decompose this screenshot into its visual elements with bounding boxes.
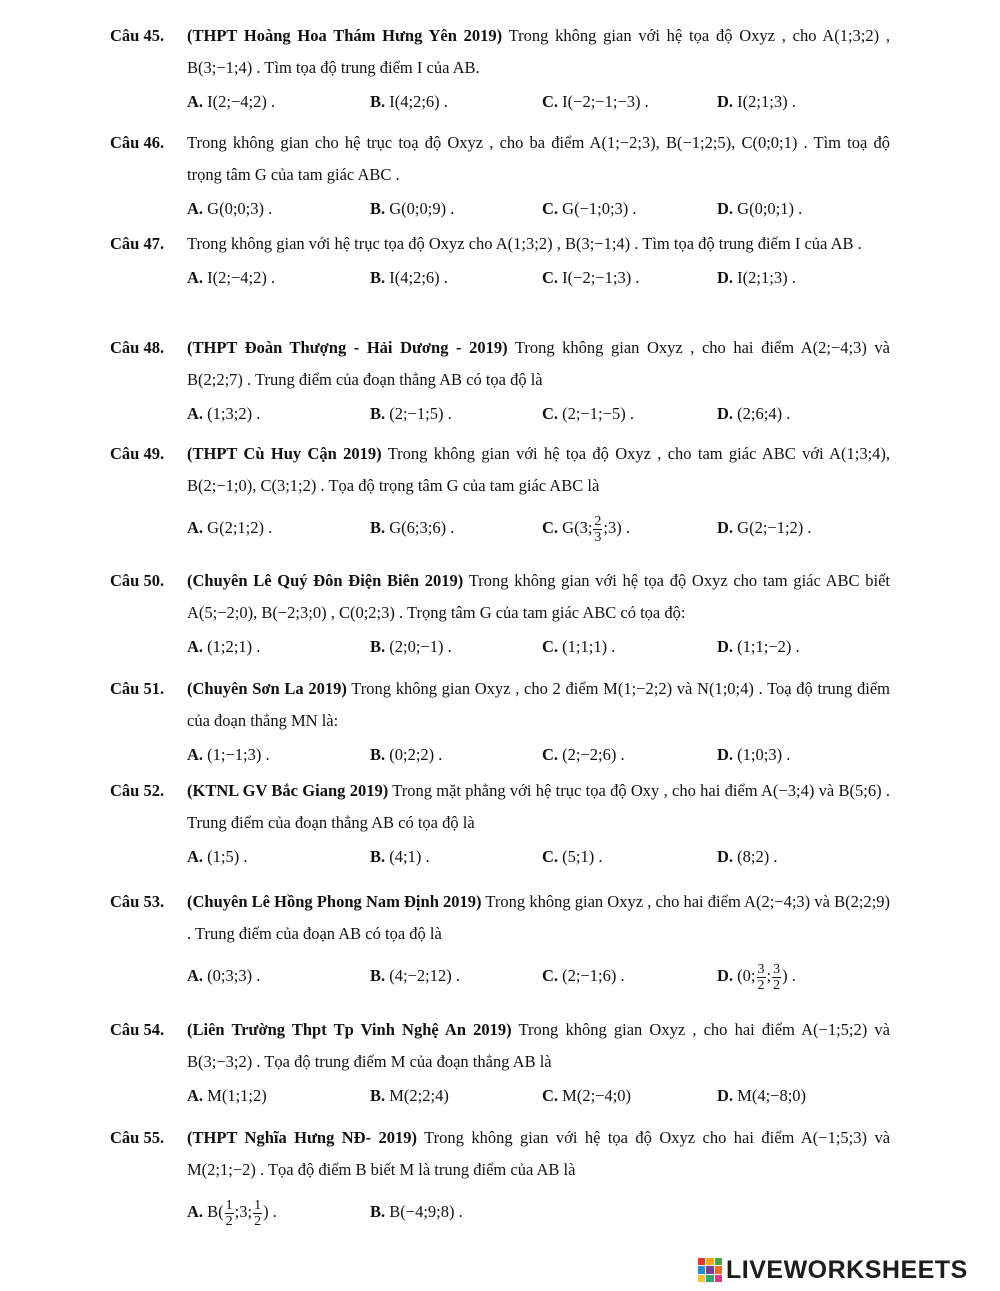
option-label: C. (542, 1086, 559, 1105)
option-label: D. (717, 268, 734, 287)
option-value: M(2;2;4) (389, 1086, 449, 1105)
option-value: (2;6;4) . (737, 404, 791, 423)
option-label: C. (542, 847, 559, 866)
option-d[interactable] (717, 839, 778, 875)
fraction-denominator: 2 (773, 977, 781, 993)
logo-tile (715, 1275, 722, 1282)
question-53 (110, 886, 890, 1002)
option-b[interactable] (370, 191, 454, 227)
option-label: C. (542, 637, 559, 656)
option-value: (1;1;1) . (562, 637, 616, 656)
option-a[interactable] (187, 1078, 267, 1114)
option-value: M(1;1;2) (207, 1086, 267, 1105)
option-label: B. (370, 518, 386, 537)
option-b[interactable] (370, 396, 452, 432)
option-label: A. (187, 847, 204, 866)
option-label: D. (717, 745, 734, 764)
option-value-end: ;3) . (603, 518, 631, 537)
question-text: Trong không gian Oxyz , cho hai điểm A(−1;5;2) và B(3;−3;2) . Tọa độ trung điểm M của đoạn thẳng AB là (187, 1020, 890, 1071)
option-label: D. (717, 847, 734, 866)
question-47 (110, 228, 890, 296)
option-c[interactable] (542, 260, 639, 296)
question-45 (110, 20, 890, 120)
option-label: C. (542, 199, 559, 218)
option-value: I(−2;−1;−3) . (562, 92, 649, 111)
option-value: M(2;−4;0) (562, 1086, 632, 1105)
option-value: I(2;−4;2) . (207, 268, 276, 287)
option-value: (1;−1;3) . (207, 745, 270, 764)
option-value: M(4;−8;0) (737, 1086, 807, 1105)
option-label: D. (717, 637, 734, 656)
question-number: Câu 54. (110, 1020, 165, 1039)
option-label: D. (717, 199, 734, 218)
question-number: Câu 50. (110, 571, 165, 590)
option-value: (1;3;2) . (207, 404, 261, 423)
option-d[interactable] (717, 396, 790, 432)
question-number: Câu 53. (110, 892, 165, 911)
option-c[interactable] (542, 502, 630, 554)
option-value: G(−1;0;3) . (562, 199, 637, 218)
question-text: Trong mặt phẳng với hệ trục tọa độ Oxy , cho hai điểm A(−3;4) và B(5;6) . Trung điểm của đoạn thẳng AB có tọa độ là (187, 781, 890, 832)
question-text: Trong không gian Oxyz , cho 2 điểm M(1;−2;2) và N(1;0;4) . Toạ độ trung điểm của đoạn thẳng MN là: (187, 679, 890, 730)
option-value: I(2;1;3) . (737, 268, 796, 287)
option-label: B. (370, 637, 386, 656)
question-50 (110, 565, 890, 665)
option-value: (4;1) . (389, 847, 430, 866)
option-label: B. (370, 966, 386, 985)
question-52 (110, 775, 890, 875)
option-label: C. (542, 268, 559, 287)
option-label: A. (187, 966, 204, 985)
option-label: B. (370, 745, 386, 764)
option-value: (4;−2;12) . (389, 966, 460, 985)
option-value: B(−4;9;8) . (389, 1202, 463, 1221)
option-a[interactable] (187, 629, 260, 665)
option-value: G(3; (562, 518, 593, 537)
question-number: Câu 47. (110, 234, 165, 253)
option-value: I(2;−4;2) . (207, 92, 276, 111)
fraction-denominator: 2 (254, 1213, 262, 1229)
option-d[interactable] (717, 84, 796, 120)
question-text: Trong không gian với hệ trục tọa độ Oxyz cho A(1;3;2) , B(3;−1;4) . Tìm tọa độ trung điểm I của AB . (187, 234, 862, 253)
question-source: (THPT Đoàn Thượng - Hải Dương - 2019) (187, 338, 508, 357)
option-d[interactable] (717, 1078, 806, 1114)
option-label: D. (717, 518, 734, 537)
option-c[interactable] (542, 191, 637, 227)
option-d[interactable] (717, 191, 802, 227)
question-text: Trong không gian Oxyz , cho hai điểm A(2;−4;3) và B(2;2;7) . Trung điểm của đoạn thẳng AB có tọa độ là (187, 338, 891, 389)
question-number: Câu 55. (110, 1128, 165, 1147)
question-number: Câu 45. (110, 26, 165, 45)
question-source: (Liên Trường Thpt Tp Vinh Nghệ An 2019) (187, 1020, 512, 1039)
question-source: (KTNL GV Bắc Giang 2019) (187, 781, 389, 800)
option-c[interactable] (542, 737, 625, 773)
option-b[interactable] (370, 737, 442, 773)
option-label: C. (542, 518, 559, 537)
option-label: D. (717, 966, 734, 985)
logo-tile (715, 1266, 722, 1273)
option-label: D. (717, 92, 734, 111)
fraction-numerator: 1 (254, 1197, 262, 1213)
option-value: I(4;2;6) . (389, 268, 448, 287)
fraction-denominator: 2 (225, 1213, 233, 1229)
option-value: (2;0;−1) . (389, 637, 452, 656)
fraction (253, 1198, 262, 1229)
option-a[interactable] (187, 260, 275, 296)
option-c[interactable] (542, 396, 634, 432)
fraction (593, 514, 602, 545)
option-c[interactable] (542, 839, 603, 875)
question-text: Trong không gian với hệ tọa độ Oxyz cho tam giác ABC biết A(5;−2;0), B(−2;3;0) , C(0;2;3) . Trọng tâm G của tam giác ABC có tọa độ: (187, 571, 891, 622)
question-46 (110, 127, 890, 227)
question-text: Trong không gian với hệ tọa độ Oxyz , cho tam giác ABC với A(1;3;4), B(2;−1;0), C(3;1;2) . Tọa độ trọng tâm G của tam giác ABC là (187, 444, 891, 495)
fraction-numerator: 2 (594, 513, 602, 529)
option-b[interactable] (370, 260, 448, 296)
option-label: A. (187, 1202, 204, 1221)
option-a[interactable] (187, 1186, 277, 1238)
option-label: C. (542, 404, 559, 423)
option-label: A. (187, 268, 204, 287)
logo-tile (698, 1258, 705, 1265)
option-label: D. (717, 1086, 734, 1105)
fraction (757, 962, 766, 993)
question-48 (110, 332, 890, 432)
option-d[interactable] (717, 502, 812, 554)
option-a[interactable] (187, 84, 275, 120)
option-label: A. (187, 199, 204, 218)
fraction (772, 962, 781, 993)
option-value-end: ) . (782, 966, 796, 985)
option-value: G(6;3;6) . (389, 518, 455, 537)
question-text: Trong không gian Oxyz , cho hai điểm A(2;−4;3) và B(2;2;9) . Trung điểm của đoạn AB có tọa độ là (187, 892, 890, 943)
option-label: A. (187, 518, 204, 537)
liveworksheets-logo-icon (698, 1258, 722, 1282)
option-label: A. (187, 745, 204, 764)
option-d[interactable] (717, 950, 796, 1002)
option-value: (1;0;3) . (737, 745, 791, 764)
fraction-numerator: 3 (773, 961, 781, 977)
logo-tile (706, 1275, 713, 1282)
question-source: (THPT Hoàng Hoa Thám Hưng Yên 2019) (187, 26, 503, 45)
option-label: B. (370, 268, 386, 287)
logo-tile (706, 1258, 713, 1265)
liveworksheets-logo-text: LIVEWORKSHEETS (726, 1255, 968, 1284)
question-source: (Chuyên Lê Quý Đôn Điện Biên 2019) (187, 571, 464, 590)
option-b[interactable] (370, 950, 460, 1002)
question-source: (THPT Cù Huy Cận 2019) (187, 444, 382, 463)
option-value: (1;5) . (207, 847, 248, 866)
option-value: (0;3;3) . (207, 966, 261, 985)
question-source: (THPT Nghĩa Hưng NĐ- 2019) (187, 1128, 418, 1147)
option-d[interactable] (717, 629, 800, 665)
option-a[interactable] (187, 737, 270, 773)
question-number: Câu 52. (110, 781, 165, 800)
option-value: G(0;0;1) . (737, 199, 803, 218)
option-b[interactable] (370, 1078, 449, 1114)
option-label: B. (370, 1202, 386, 1221)
option-c[interactable] (542, 1078, 631, 1114)
option-label: B. (370, 404, 386, 423)
option-label: C. (542, 92, 559, 111)
option-label: A. (187, 92, 204, 111)
option-c[interactable] (542, 950, 625, 1002)
option-label: B. (370, 847, 386, 866)
fraction-numerator: 1 (225, 1197, 233, 1213)
question-number: Câu 46. (110, 133, 165, 152)
fraction-denominator: 2 (757, 977, 765, 993)
question-number: Câu 48. (110, 338, 165, 357)
option-value: (2;−1;5) . (389, 404, 452, 423)
option-a[interactable] (187, 502, 272, 554)
logo-tile (698, 1275, 705, 1282)
option-a[interactable] (187, 191, 272, 227)
option-value: G(2;−1;2) . (737, 518, 812, 537)
option-value: G(0;0;3) . (207, 199, 273, 218)
fraction-numerator: 3 (757, 961, 765, 977)
option-value: G(0;0;9) . (389, 199, 455, 218)
option-value-mid: ; (766, 966, 772, 985)
option-label: A. (187, 637, 204, 656)
option-label: C. (542, 966, 559, 985)
option-value: G(2;1;2) . (207, 518, 273, 537)
option-c[interactable] (542, 84, 649, 120)
option-b[interactable] (370, 84, 448, 120)
option-value: (0; (737, 966, 756, 985)
option-value: I(2;1;3) . (737, 92, 796, 111)
question-54 (110, 1014, 890, 1114)
logo-tile (706, 1266, 713, 1273)
question-49 (110, 438, 890, 554)
question-text: Trong không gian cho hệ trục toạ độ Oxyz , cho ba điểm A(1;−2;3), B(−1;2;5), C(0;0;1) . Tìm toạ độ trọng tâm G của tam giác ABC . (187, 133, 890, 184)
option-label: A. (187, 1086, 204, 1105)
question-text: Trong không gian với hệ tọa độ Oxyz , cho A(1;3;2) , B(3;−1;4) . Tìm tọa độ trung điểm I của AB. (187, 26, 891, 77)
option-value: (8;2) . (737, 847, 778, 866)
question-55 (110, 1122, 890, 1238)
option-d[interactable] (717, 260, 796, 296)
option-d[interactable] (717, 737, 790, 773)
option-value-end: ) . (263, 1202, 277, 1221)
fraction (225, 1198, 234, 1229)
option-b[interactable] (370, 1186, 463, 1238)
option-label: D. (717, 404, 734, 423)
option-a[interactable] (187, 396, 260, 432)
option-value-mid: ;3; (234, 1202, 253, 1221)
option-value: (0;2;2) . (389, 745, 443, 764)
option-c[interactable] (542, 629, 615, 665)
option-b[interactable] (370, 629, 452, 665)
option-label: A. (187, 404, 204, 423)
question-text: Trong không gian với hệ tọa độ Oxyz cho hai điểm A(−1;5;3) và M(2;1;−2) . Tọa độ điểm B biết M là trung điểm của AB là (187, 1128, 891, 1179)
question-source: (Chuyên Sơn La 2019) (187, 679, 347, 698)
question-number: Câu 51. (110, 679, 165, 698)
option-label: B. (370, 1086, 386, 1105)
option-b[interactable] (370, 839, 430, 875)
option-a[interactable] (187, 839, 248, 875)
option-b[interactable] (370, 502, 454, 554)
option-value: I(−2;−1;3) . (562, 268, 640, 287)
option-label: B. (370, 92, 386, 111)
option-value: (2;−2;6) . (562, 745, 625, 764)
question-source: (Chuyên Lê Hồng Phong Nam Định 2019) (187, 892, 482, 911)
option-label: B. (370, 199, 386, 218)
option-value: I(4;2;6) . (389, 92, 448, 111)
option-label: C. (542, 745, 559, 764)
fraction-denominator: 3 (594, 529, 602, 545)
option-a[interactable] (187, 950, 260, 1002)
logo-tile (715, 1258, 722, 1265)
option-value: B( (207, 1202, 224, 1221)
option-value: (2;−1;−5) . (562, 404, 634, 423)
option-value: (1;1;−2) . (737, 637, 800, 656)
option-value: (2;−1;6) . (562, 966, 625, 985)
question-51 (110, 673, 890, 773)
question-number: Câu 49. (110, 444, 165, 463)
liveworksheets-logo (698, 1255, 968, 1285)
logo-tile (698, 1266, 705, 1273)
option-value: (1;2;1) . (207, 637, 261, 656)
option-value: (5;1) . (562, 847, 603, 866)
